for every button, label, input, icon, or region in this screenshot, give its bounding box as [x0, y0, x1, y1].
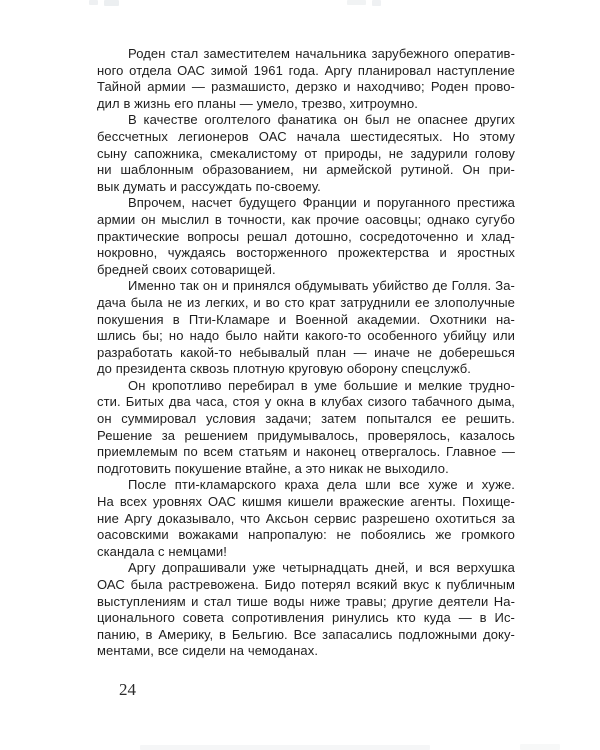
text-line: Он кропотливо перебирал в уме большие и мелкие трудно- — [128, 377, 515, 393]
text-line: бессчетных легионеров ОАС начала шестидесятых. Но этому — [97, 128, 515, 144]
text-line: Аргу допрашивали уже четырнадцать дней, и вся верхушка — [128, 560, 515, 576]
text-line: оасовскими вожаками напропалую: не побоялись же громкого — [97, 527, 515, 543]
text-line: сыну сапожника, смекалистому от природы, не задурили голову — [97, 145, 515, 161]
paragraph — [97, 378, 515, 478]
text-line: практические вопросы решал дотошно, сосредоточенно и хлад- — [97, 228, 515, 244]
text-line: скандала с немцами! — [97, 543, 227, 559]
text-line: ментами, все сидели на чемоданах. — [97, 643, 319, 659]
text-line: После пти-кламарского краха дела шли все хуже и хуже. — [128, 477, 515, 493]
text-line: дача была не из легких, и во сто крат затруднили ее злополучные — [97, 294, 515, 310]
text-line: сти. Битых два часа, стоя у окна в клубах сизого табачного дыма, — [97, 394, 515, 410]
text-line: Именно так он и принялся обдумывать убийство де Голля. За- — [128, 278, 515, 294]
scan-artifact — [140, 745, 430, 750]
text-line: На всех уровнях ОАС кишмя кишели вражеские агенты. Похище- — [97, 494, 515, 510]
text-line: Роден стал заместителем начальника зарубежного оператив- — [128, 46, 515, 61]
text-line: ОАС была растревожена. Бидо потерял всякий вкус к публичным — [97, 577, 515, 592]
text-line: покушения в Пти-Кламаре и Военной академии. Охотники на- — [97, 311, 515, 327]
text-line: Тайной армии — размашисто, дерзко и находчиво; Роден прово- — [97, 79, 515, 95]
text-line: выступлениям и стал тише воды ниже травы; другие деятели На- — [97, 593, 515, 609]
text-line: до президента сквозь плотную круговую оборону спецслужб. — [97, 361, 471, 377]
scan-artifact — [520, 744, 560, 750]
text-line: шлись бы; но надо было найти какого-то особенного убийцу или — [97, 328, 515, 344]
scan-artifact — [89, 0, 98, 5]
paragraph — [97, 195, 515, 278]
text-line: Решение за решением придумывалось, проверялось, казалось — [97, 427, 515, 443]
text-line: он суммировал условия задачи; затем попытался ее решить. — [97, 411, 515, 427]
scan-artifact — [372, 0, 381, 6]
page-number: 24 — [119, 680, 136, 699]
text-line: В качестве оголтелого фанатика он был не опаснее других — [128, 112, 515, 128]
paragraph — [97, 278, 515, 378]
text-line: армии он мыслил в точности, как прочие оасовцы; однако сугубо — [97, 211, 515, 227]
paragraph — [97, 560, 515, 660]
text-line: подготовить покушение втайне, а это никак не выходило. — [97, 460, 449, 476]
text-line: вык думать и рассуждать по-своему. — [97, 178, 321, 194]
text-line: приемлемым по всем статьям и наконец отвергалось. Главное — — [97, 444, 515, 460]
text-line: бредней своих сотоварищей. — [97, 261, 276, 277]
scan-artifact — [104, 0, 119, 6]
text-line: нокровно, чуждаясь восторженного прожектерства и яростных — [97, 245, 515, 261]
text-line: панию, в Америку, в Бельгию. Все запасались подложными доку- — [97, 626, 515, 642]
scan-artifact — [347, 0, 366, 5]
text-line: дил в жизнь его планы — умело, трезво, хитроумно. — [97, 95, 418, 111]
paragraph — [97, 46, 515, 112]
text-block — [97, 46, 515, 660]
text-line: ни шаблонным образованием, ни армейской рутиной. Он при- — [97, 162, 515, 178]
text-line: разработать какой-то небывалый план — иначе не доберешься — [97, 344, 515, 360]
text-line: ного отдела ОАС зимой 1961 года. Аргу планировал наступление — [97, 62, 515, 78]
text-line: ние Аргу доказывало, что Аксьон сервис разрешено охотиться за — [97, 510, 515, 526]
text-line: ционального совета сопротивления ринулись кто куда — в Ис- — [97, 610, 515, 626]
text-line: Впрочем, насчет будущего Франции и поруганного престижа — [128, 195, 515, 211]
paragraph — [97, 477, 515, 560]
paragraph — [97, 112, 515, 195]
